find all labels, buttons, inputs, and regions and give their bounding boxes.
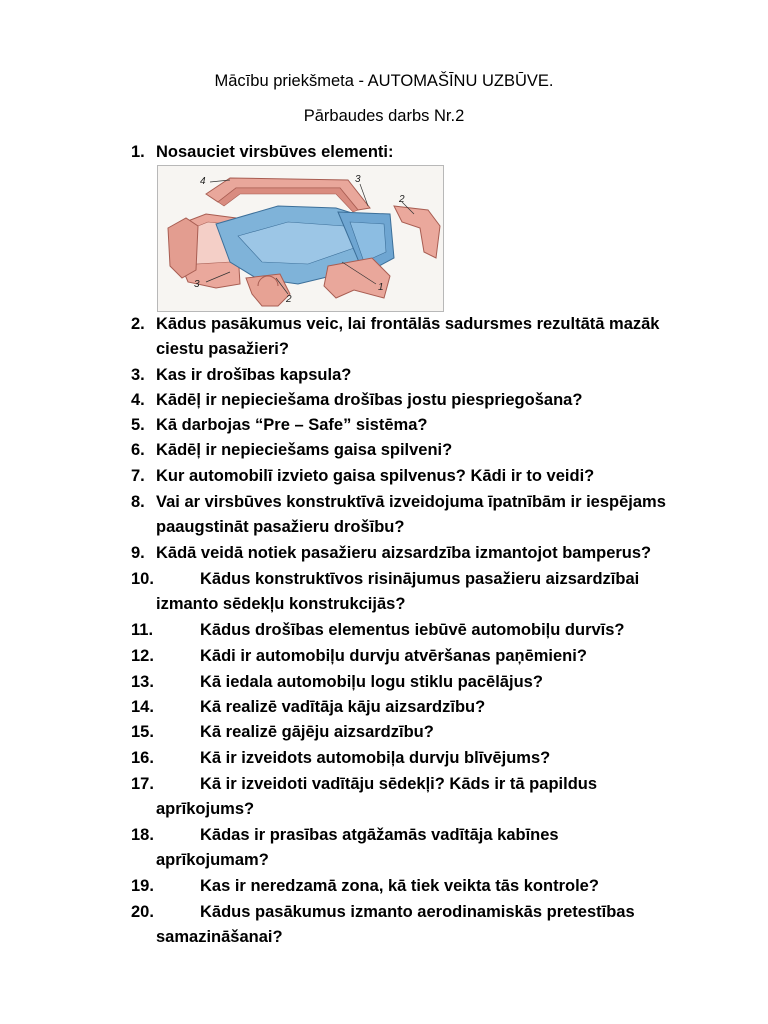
- question-number: 1.: [131, 143, 145, 161]
- question-text: Kur automobilī izvieto gaisa spilvenus? Kādi ir to veidi?: [156, 467, 595, 485]
- question-number: 18.: [131, 826, 154, 844]
- question-number: 13.: [131, 673, 154, 691]
- question-text: Kā ir izveidots automobiļa durvju blīvējums?: [200, 749, 551, 767]
- question-number: 11.: [131, 621, 154, 639]
- question-number: 10.: [131, 570, 154, 588]
- question-text-continued: aprīkojums?: [156, 800, 255, 818]
- question-text: Kādi ir automobiļu durvju atvēršanas paņēmieni?: [200, 647, 587, 665]
- question-text-continued: aprīkojumam?: [156, 851, 269, 869]
- question-text-continued: ciestu pasažieri?: [156, 340, 289, 358]
- document-title: Mācību priekšmeta - AUTOMAŠĪNU UZBŪVE.: [214, 72, 554, 90]
- question-number: 12.: [131, 647, 154, 665]
- question-text: Kā iedala automobiļu logu stiklu pacēlājus?: [200, 673, 543, 691]
- question-text: Kā ir izveidoti vadītāju sēdekļi? Kāds ir tā papildus: [200, 775, 598, 793]
- question-text: Kādā veidā notiek pasažieru aizsardzība izmantojot bamperus?: [156, 544, 652, 562]
- question-text: Vai ar virsbūves konstruktīvā izveidojuma īpatnībām ir iespējams: [156, 493, 666, 511]
- callout-label: 3: [194, 279, 200, 290]
- question-text: Kādus pasākumus izmanto aerodinamiskās pretestības: [200, 903, 635, 921]
- question-number: 15.: [131, 723, 154, 741]
- question-text-continued: izmanto sēdekļu konstrukcijās?: [156, 595, 406, 613]
- question-text: Kādus konstruktīvos risinājumus pasažieru aizsardzībai: [200, 570, 640, 588]
- callout-label: 1: [378, 282, 384, 293]
- question-number: 3.: [131, 366, 145, 384]
- question-number: 20.: [131, 903, 154, 921]
- question-text: Nosauciet virsbūves elementi:: [156, 143, 394, 161]
- question-text: Kā realizē vadītāja kāju aizsardzību?: [200, 698, 486, 716]
- question-text: Kas ir drošības kapsula?: [156, 366, 352, 384]
- question-number: 8.: [131, 493, 145, 511]
- question-text: Kādus pasākumus veic, lai frontālās sadursmes rezultātā mazāk: [156, 315, 660, 333]
- question-number: 14.: [131, 698, 154, 716]
- question-text: Kādēļ ir nepieciešams gaisa spilveni?: [156, 441, 453, 459]
- question-number: 16.: [131, 749, 154, 767]
- callout-label: 3: [355, 174, 361, 185]
- callout-label: 2: [399, 194, 405, 205]
- question-text-continued: paaugstināt pasažieru drošību?: [156, 518, 405, 536]
- question-text: Kā darbojas “Pre – Safe” sistēma?: [156, 416, 428, 434]
- question-number: 4.: [131, 391, 145, 409]
- question-number: 2.: [131, 315, 145, 333]
- question-number: 7.: [131, 467, 145, 485]
- question-number: 6.: [131, 441, 145, 459]
- question-text: Kā realizē gājēju aizsardzību?: [200, 723, 434, 741]
- question-text: Kādus drošības elementus iebūvē automobiļu durvīs?: [200, 621, 625, 639]
- car-body-diagram: [157, 165, 444, 312]
- question-number: 17.: [131, 775, 154, 793]
- question-number: 19.: [131, 877, 154, 895]
- callout-label: 2: [286, 294, 292, 305]
- document-subtitle: Pārbaudes darbs Nr.2: [303, 107, 465, 125]
- question-number: 9.: [131, 544, 145, 562]
- question-text: Kādēļ ir nepieciešama drošības jostu piespriegošana?: [156, 391, 583, 409]
- question-text-continued: samazināšanai?: [156, 928, 283, 946]
- question-number: 5.: [131, 416, 145, 434]
- callout-label: 4: [200, 176, 206, 187]
- question-text: Kādas ir prasības atgāžamās vadītāja kabīnes: [200, 826, 559, 844]
- question-text: Kas ir neredzamā zona, kā tiek veikta tās kontrole?: [200, 877, 599, 895]
